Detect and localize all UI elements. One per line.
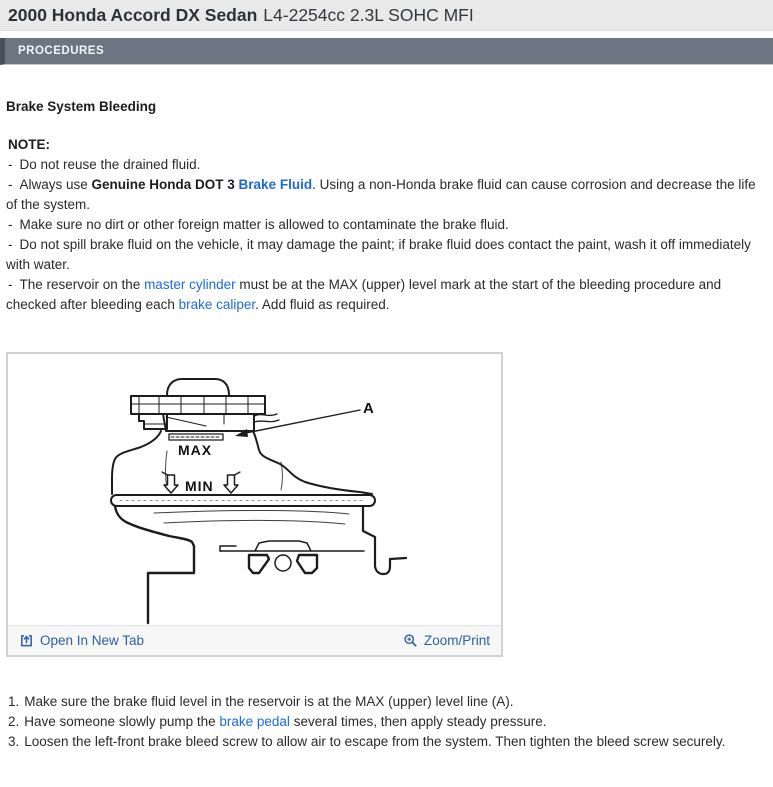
figure-diagram (8, 354, 501, 625)
note-list (6, 155, 767, 315)
step-item: 1. Make sure the brake fluid level in the reservoir is at the MAX (upper) level line (A). (8, 694, 514, 709)
header-bar (0, 0, 773, 31)
callout-a-label: A (363, 400, 374, 417)
bullet-dash: - (8, 277, 13, 292)
note-label: NOTE: (8, 137, 50, 152)
brake-caliper-link[interactable]: brake caliper (178, 297, 256, 312)
min-label: MIN (185, 478, 214, 494)
procedure-steps (6, 692, 767, 752)
step-number: 1. (8, 694, 20, 709)
open-in-new-tab-icon (19, 633, 34, 648)
figure-box (6, 352, 503, 657)
step-item: 2. Have someone slowly pump the brake pedal several times, then apply steady pressure. (8, 714, 547, 729)
article-body (0, 99, 773, 752)
zoom-magnifier-icon (403, 633, 418, 648)
note-item: - Do not spill brake fluid on the vehicle, it may damage the paint; if brake fluid does contact the paint, wash it off immediately with water. (6, 237, 751, 272)
bullet-dash: - (8, 177, 13, 192)
bullet-dash: - (8, 237, 13, 252)
vehicle-title: 2000 Honda Accord DX Sedan (8, 4, 258, 25)
figure-toolbar (8, 625, 501, 655)
procedures-bar-label: PROCEDURES (18, 45, 105, 57)
note-item: - Do not reuse the drained fluid. (8, 157, 201, 172)
master-cylinder-link[interactable]: master cylinder (144, 277, 236, 292)
step-item: 3. Loosen the left-front brake bleed screw to allow air to escape from the system. Then tighten the bleed screw securely. (8, 734, 726, 749)
note-item: - Make sure no dirt or other foreign matter is allowed to contaminate the brake fluid. (8, 217, 509, 232)
procedures-bar[interactable] (0, 38, 773, 65)
open-in-new-tab-link[interactable]: Open In New Tab (19, 633, 144, 648)
bullet-dash: - (8, 157, 13, 172)
section-heading: Brake System Bleeding (6, 99, 157, 114)
page-title (8, 5, 474, 26)
note-item: - The reservoir on the master cylinder must be at the MAX (upper) level mark at the start of the bleeding procedure and checked after bleeding each brake caliper. Add fluid as required. (6, 277, 722, 312)
step-number: 2. (8, 714, 20, 729)
bullet-dash: - (8, 217, 13, 232)
step-number: 3. (8, 734, 20, 749)
zoom-print-link[interactable]: Zoom/Print (403, 633, 490, 648)
master-cylinder-diagram (8, 354, 501, 625)
brake-fluid-link[interactable]: Brake Fluid (238, 177, 313, 192)
max-label: MAX (178, 442, 213, 458)
brake-pedal-link[interactable]: brake pedal (219, 714, 290, 729)
note-item: - Always use Genuine Honda DOT 3 Brake Fluid. Using a non-Honda brake fluid can cause corrosion and decrease the life of the system. (6, 177, 756, 212)
engine-subtitle: L4-2254cc 2.3L SOHC MFI (263, 4, 474, 25)
